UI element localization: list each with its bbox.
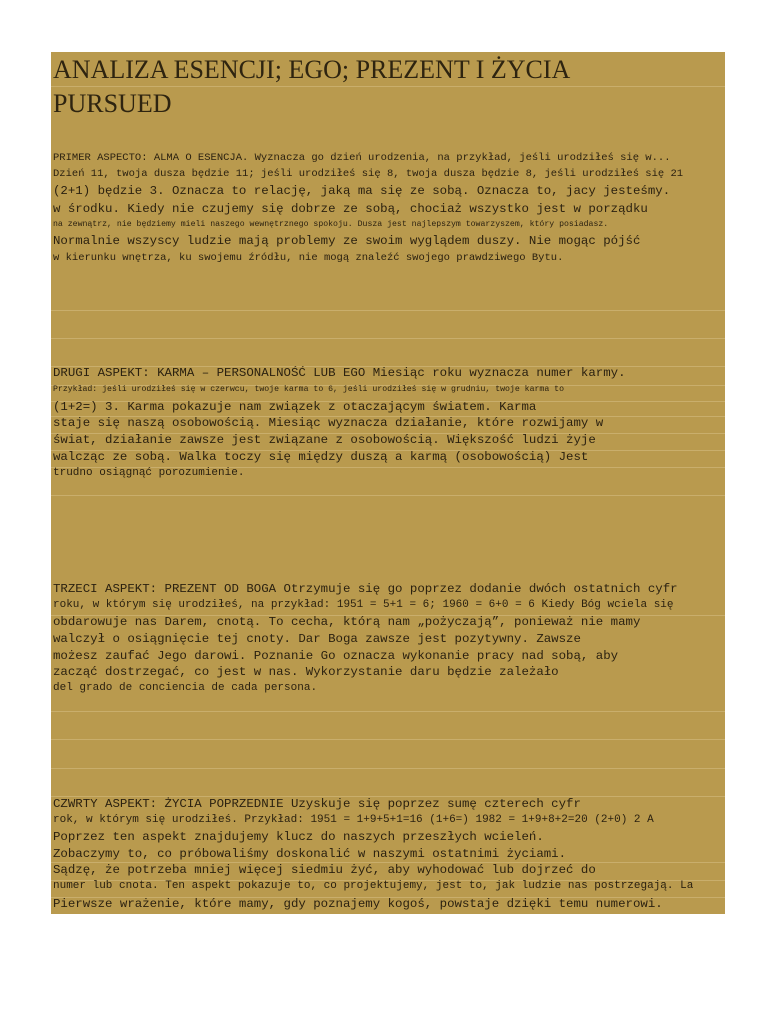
document-page bbox=[51, 52, 725, 914]
page-title-line-2: PURSUED bbox=[53, 89, 172, 118]
aspect1-line: w kierunku wnętrza, ku swojemu źródłu, nie mogą znaleźć swojego prawdziwego Bytu. bbox=[53, 252, 564, 264]
divider bbox=[51, 495, 725, 496]
aspect3-line: del grado de conciencia de cada persona. bbox=[53, 682, 318, 694]
aspect3-line: walczył o osiągnięcie tej cnoty. Dar Boga zawsze jest pozytywny. Zawsze bbox=[53, 632, 581, 646]
aspect2-line: trudno osiągnąć porozumienie. bbox=[53, 467, 245, 479]
aspect3-line: roku, w którym się urodziłeś, na przykład: 1951 = 5+1 = 6; 1960 = 6+0 = 6 Kiedy Bóg wciela się bbox=[53, 599, 674, 611]
aspect4-line: Pierwsze wrażenie, które mamy, gdy poznajemy kogoś, powstaje dzięki temu numerowi. bbox=[53, 897, 663, 911]
aspect1-line: Normalnie wszyscy ludzie mają problemy ze swoim wyglądem duszy. Nie mogąc pójść bbox=[53, 234, 641, 248]
aspect2-line: (1+2=) 3. Karma pokazuje nam związek z otaczającym światem. Karma bbox=[53, 400, 537, 414]
aspect2-line: walcząc ze sobą. Walka toczy się między duszą a karmą (osobowością) Jest bbox=[53, 450, 589, 464]
divider bbox=[51, 310, 725, 311]
aspect2-heading: DRUGI ASPEKT: KARMA – PERSONALNOŚĆ LUB EGO Miesiąc roku wyznacza numer karmy. bbox=[53, 366, 626, 380]
divider bbox=[51, 338, 725, 339]
aspect1-line: w środku. Kiedy nie czujemy się dobrze ze sobą, chociaż wszystko jest w porządku bbox=[53, 202, 648, 216]
aspect1-line: (2+1) będzie 3. Oznacza to relację, jaką ma się ze sobą. Oznacza to, jacy jesteśmy. bbox=[53, 184, 671, 198]
aspect1-heading: PRIMER ASPECTO: ALMA O ESENCJA. Wyznacza go dzień urodzenia, na przykład, jeśli urodziłeś się w... bbox=[53, 152, 671, 164]
aspect4-line: Zobaczymy to, co próbowaliśmy doskonalić w naszymi ostatnimi życiami. bbox=[53, 847, 567, 861]
aspect2-line: świat, działanie zawsze jest związane z osobowością. Większość ludzi żyje bbox=[53, 433, 596, 447]
aspect2-line: staje się naszą osobowością. Miesiąc wyznacza działanie, które rozwijamy w bbox=[53, 416, 604, 430]
divider bbox=[51, 739, 725, 740]
aspect4-line: Poprzez ten aspekt znajdujemy klucz do naszych przeszłych wcieleń. bbox=[53, 830, 544, 844]
aspect1-line: Dzień 11, twoja dusza będzie 11; jeśli urodziłeś się 8, twoja dusza będzie 8, jeśli urodziłeś się 21 bbox=[53, 168, 684, 180]
aspect3-heading: TRZECI ASPEKT: PREZENT OD BOGA Otrzymuje się go poprzez dodanie dwóch ostatnich cyfr bbox=[53, 582, 678, 596]
aspect3-line: obdarowuje nas Darem, cnotą. To cecha, którą nam „pożyczają”, ponieważ nie mamy bbox=[53, 615, 641, 629]
aspect3-line: zacząć dostrzegać, co jest w nas. Wykorzystanie daru będzie zależało bbox=[53, 665, 559, 679]
aspect4-line: Sądzę, że potrzeba mniej więcej siedmiu żyć, aby wyhodować lub dojrzeć do bbox=[53, 863, 596, 877]
aspect4-heading: CZWRTY ASPEKT: ŻYCIA POPRZEDNIE Uzyskuje się poprzez sumę czterech cyfr bbox=[53, 797, 581, 811]
page-title: ANALIZA ESENCJI; EGO; PREZENT I ŻYCIA bbox=[53, 55, 571, 84]
aspect4-line: numer lub cnota. Ten aspekt pokazuje to, co projektujemy, jest to, jak ludzie nas postrzegają. La bbox=[53, 880, 694, 892]
aspect3-line: możesz zaufać Jego darowi. Poznanie Go oznacza wykonanie pracy nad sobą, aby bbox=[53, 649, 619, 663]
divider bbox=[51, 711, 725, 712]
aspect2-line: Przykład: jeśli urodziłeś się w czerwcu, twoje karma to 6, jeśli urodziłeś się w grudniu, twoje karma to bbox=[53, 385, 564, 394]
aspect1-line: na zewnątrz, nie będziemy mieli naszego wewnętrznego spokoju. Dusza jest najlepszym towarzyszem, który posiadasz. bbox=[53, 220, 609, 229]
divider bbox=[51, 768, 725, 769]
aspect4-line: rok, w którym się urodziłeś. Przykład: 1951 = 1+9+5+1=16 (1+6=) 1982 = 1+9+8+2=20 (2+0) 2 A bbox=[53, 814, 654, 826]
